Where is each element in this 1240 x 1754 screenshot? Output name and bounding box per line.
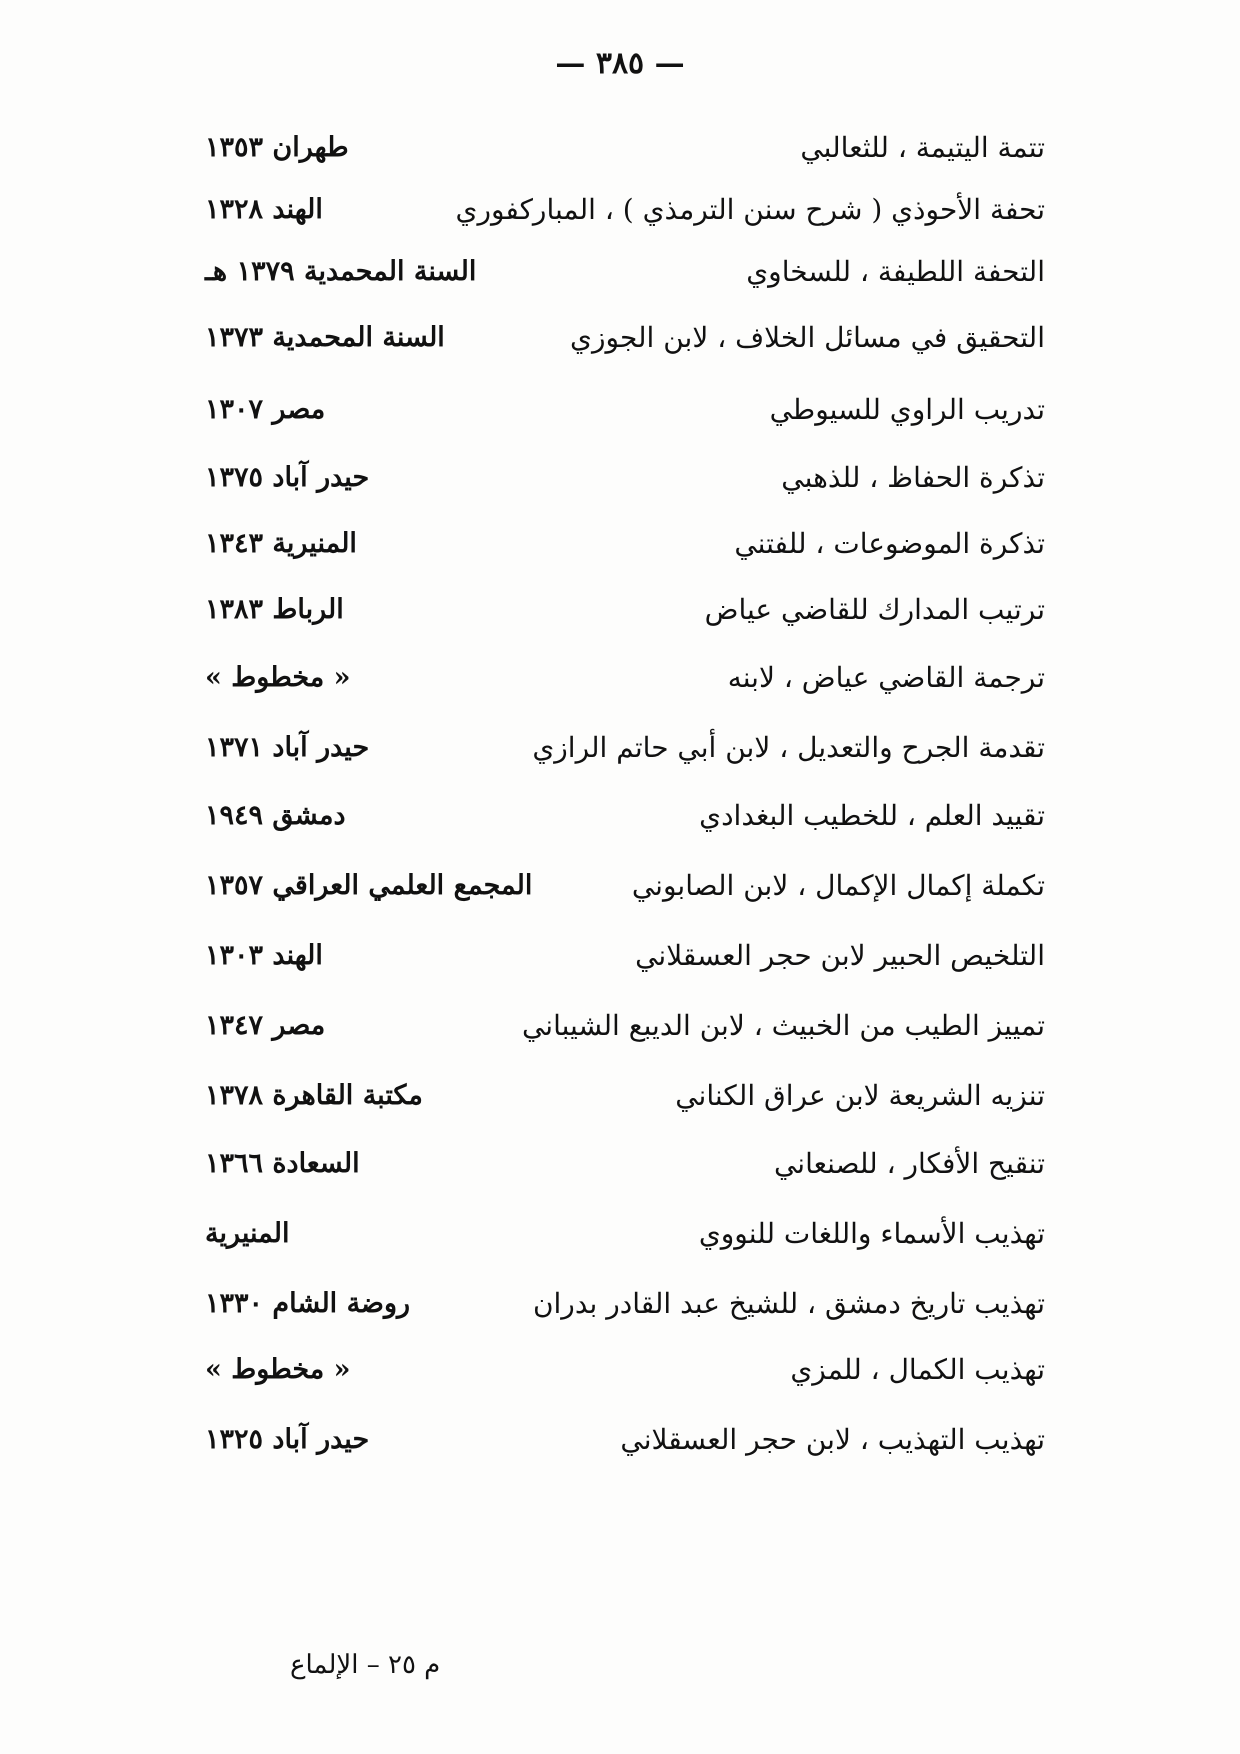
bibliography-entry [205, 1342, 1045, 1398]
bibliography-entry [205, 720, 1045, 776]
entry-title: تكملة إكمال الإكمال ، لابن الصابوني [631, 869, 1045, 902]
bibliography-entry [205, 310, 1045, 366]
entry-publisher: مصر ١٣٠٧ [205, 394, 326, 425]
entry-publisher: حيدر آباد ١٣٧٥ [205, 462, 370, 493]
entry-publisher: المنيرية ١٣٤٣ [205, 528, 357, 559]
bibliography-entry [205, 998, 1045, 1054]
entry-title: التحقيق في مسائل الخلاف ، لابن الجوزي [570, 321, 1045, 354]
entry-publisher: مكتبة القاهرة ١٣٧٨ [205, 1080, 423, 1111]
entry-title: تنزيه الشريعة لابن عراق الكناني [675, 1079, 1045, 1112]
entry-publisher: المجمع العلمي العراقي ١٣٥٧ [205, 870, 533, 901]
bibliography-entry [205, 244, 1045, 300]
entry-publisher: « مخطوط » [205, 1354, 351, 1385]
bibliography-entry [205, 650, 1045, 706]
entry-publisher: الهند ١٣٠٣ [205, 940, 323, 971]
entry-publisher: السنة المحمدية ١٣٧٩ هـ [205, 256, 477, 287]
entry-title: تمييز الطيب من الخبيث ، لابن الديبع الشيباني [521, 1009, 1045, 1042]
entry-publisher: حيدر آباد ١٣٢٥ [205, 1424, 370, 1455]
bibliography-entry [205, 516, 1045, 572]
entry-title: تهذيب تاريخ دمشق ، للشيخ عبد القادر بدران [532, 1287, 1045, 1320]
bibliography-entry [205, 120, 1045, 176]
entry-title: التلخيص الحبير لابن حجر العسقلاني [635, 939, 1045, 972]
bibliography-entry [205, 582, 1045, 638]
entry-publisher: السنة المحمدية ١٣٧٣ [205, 322, 445, 353]
bibliography-entry [205, 1412, 1045, 1468]
bibliography-entry [205, 788, 1045, 844]
entry-title: تقييد العلم ، للخطيب البغدادي [699, 799, 1045, 832]
bibliography-list [205, 120, 1045, 1620]
entry-title: تهذيب الكمال ، للمزي [790, 1353, 1045, 1386]
entry-title: التحفة اللطيفة ، للسخاوي [746, 255, 1045, 288]
bibliography-entry [205, 450, 1045, 506]
entry-publisher: « مخطوط » [205, 662, 351, 693]
entry-publisher: المنيرية [205, 1218, 290, 1249]
entry-publisher: دمشق ١٩٤٩ [205, 800, 346, 831]
entry-title: ترتيب المدارك للقاضي عياض [704, 593, 1045, 626]
bibliography-entry [205, 382, 1045, 438]
entry-title: ترجمة القاضي عياض ، لابنه [727, 661, 1045, 694]
entry-title: تنقيح الأفكار ، للصنعاني [773, 1147, 1045, 1180]
entry-title: تهذيب التهذيب ، لابن حجر العسقلاني [620, 1423, 1045, 1456]
bibliography-entry [205, 1276, 1045, 1332]
entry-publisher: حيدر آباد ١٣٧١ [205, 732, 370, 763]
entry-publisher: روضة الشام ١٣٣٠ [205, 1288, 411, 1319]
entry-title: تقدمة الجرح والتعديل ، لابن أبي حاتم الرازي [532, 731, 1045, 764]
entry-publisher: السعادة ١٣٦٦ [205, 1148, 360, 1179]
entry-publisher: الرباط ١٣٨٣ [205, 594, 344, 625]
entry-title: تذكرة الحفاظ ، للذهبي [781, 461, 1045, 494]
entry-publisher: مصر ١٣٤٧ [205, 1010, 326, 1041]
bibliography-entry [205, 858, 1045, 914]
entry-publisher: الهند ١٣٢٨ [205, 194, 323, 225]
entry-title: تتمة اليتيمة ، للثعالبي [800, 131, 1045, 164]
page-number: — ٣٨٥ — [555, 46, 685, 81]
entry-title: تدريب الراوي للسيوطي [769, 393, 1045, 426]
entry-title: تذكرة الموضوعات ، للفتني [734, 527, 1045, 560]
bibliography-entry [205, 1206, 1045, 1262]
entry-title: تحفة الأحوذي ( شرح سنن الترمذي ) ، المباركفوري [455, 193, 1045, 226]
entry-publisher: طهران ١٣٥٣ [205, 132, 349, 163]
bibliography-entry [205, 928, 1045, 984]
bibliography-entry [205, 1068, 1045, 1124]
entry-title: تهذيب الأسماء واللغات للنووي [698, 1217, 1045, 1250]
bibliography-entry [205, 1136, 1045, 1192]
bibliography-entry [205, 182, 1045, 238]
page-footer-signature: م ٢٥ – الإلماع [290, 1650, 441, 1680]
